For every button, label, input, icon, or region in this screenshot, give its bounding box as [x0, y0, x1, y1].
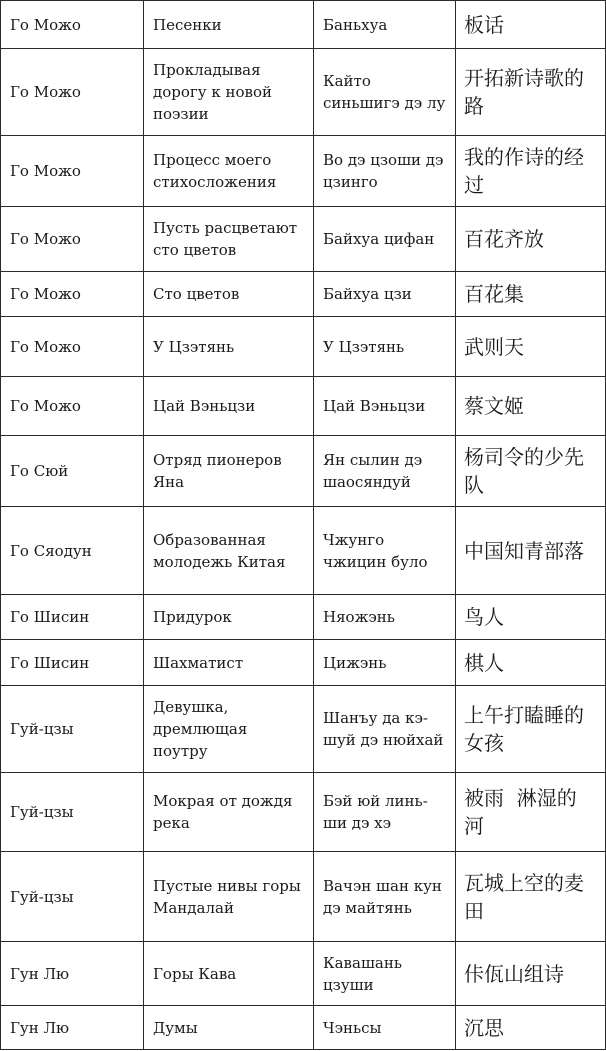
transliteration-cell: Байхуа цифан	[314, 207, 456, 272]
chinese-title-cell: 棋人	[456, 640, 606, 686]
chinese-title-cell: 板话	[456, 1, 606, 49]
table-row	[1, 377, 606, 436]
author-cell: Го Можо	[1, 1, 144, 49]
transliteration-cell: Ян сылин дэ шаосяндуй	[314, 436, 456, 507]
russian-title-cell: Песенки	[144, 1, 314, 49]
chinese-title-cell: 我的作诗的经过	[456, 136, 606, 207]
table-row	[1, 207, 606, 272]
russian-title-cell: Придурок	[144, 595, 314, 640]
transliteration-cell: Цижэнь	[314, 640, 456, 686]
table-row	[1, 942, 606, 1006]
table-row	[1, 686, 606, 773]
russian-title-cell: Отряд пионеров Яна	[144, 436, 314, 507]
chinese-title-cell: 蔡文姬	[456, 377, 606, 436]
author-cell: Гуй-цзы	[1, 852, 144, 942]
transliteration-cell: Байхуа цзи	[314, 272, 456, 317]
author-cell: Го Можо	[1, 272, 144, 317]
chinese-title-cell: 开拓新诗歌的路	[456, 49, 606, 136]
chinese-title-cell: 佧佤山组诗	[456, 942, 606, 1006]
author-cell: Гуй-цзы	[1, 773, 144, 852]
russian-title-cell: Горы Кава	[144, 942, 314, 1006]
chinese-title-cell: 瓦城上空的麦田	[456, 852, 606, 942]
russian-title-cell: Мокрая от дождя река	[144, 773, 314, 852]
russian-title-cell: Пусть расцветают сто цветов	[144, 207, 314, 272]
author-cell: Гун Лю	[1, 942, 144, 1006]
russian-title-cell: Шахматист	[144, 640, 314, 686]
table-row	[1, 640, 606, 686]
transliteration-cell: Шанъу да кэ-шуй дэ нюйхай	[314, 686, 456, 773]
author-cell: Го Можо	[1, 136, 144, 207]
transliteration-cell: Бэй юй линь-ши дэ хэ	[314, 773, 456, 852]
table-row	[1, 436, 606, 507]
chinese-title-cell: 沉思	[456, 1006, 606, 1050]
transliteration-cell: Кавашань цзуши	[314, 942, 456, 1006]
transliteration-cell: Чэньсы	[314, 1006, 456, 1050]
author-cell: Го Можо	[1, 207, 144, 272]
chinese-title-cell: 被雨 淋湿的河	[456, 773, 606, 852]
table-row	[1, 49, 606, 136]
table-row	[1, 507, 606, 595]
author-cell: Го Можо	[1, 377, 144, 436]
transliteration-cell: Баньхуа	[314, 1, 456, 49]
chinese-title-cell: 百花集	[456, 272, 606, 317]
russian-title-cell: Образованная молодежь Китая	[144, 507, 314, 595]
transliteration-cell: Няожэнь	[314, 595, 456, 640]
chinese-title-cell: 鸟人	[456, 595, 606, 640]
russian-title-cell: Девушка, дремлющая поутру	[144, 686, 314, 773]
chinese-title-cell: 武则天	[456, 317, 606, 377]
table-row	[1, 595, 606, 640]
russian-title-cell: Процесс моего стихосложения	[144, 136, 314, 207]
table-row	[1, 1, 606, 49]
chinese-title-cell: 百花齐放	[456, 207, 606, 272]
author-cell: Го Шисин	[1, 595, 144, 640]
transliteration-cell: Цай Вэньцзи	[314, 377, 456, 436]
transliteration-cell: Во дэ цзоши дэ цзинго	[314, 136, 456, 207]
author-cell: Го Сяодун	[1, 507, 144, 595]
table-row	[1, 317, 606, 377]
author-cell: Гуй-цзы	[1, 686, 144, 773]
table-row	[1, 136, 606, 207]
table-row	[1, 773, 606, 852]
table-row	[1, 852, 606, 942]
table-row	[1, 272, 606, 317]
author-cell: Го Можо	[1, 317, 144, 377]
russian-title-cell: Сто цветов	[144, 272, 314, 317]
russian-title-cell: У Цзэтянь	[144, 317, 314, 377]
chinese-title-cell: 杨司令的少先队	[456, 436, 606, 507]
table-row	[1, 1006, 606, 1050]
russian-title-cell: Цай Вэньцзи	[144, 377, 314, 436]
author-cell: Го Можо	[1, 49, 144, 136]
transliteration-cell: У Цзэтянь	[314, 317, 456, 377]
russian-title-cell: Прокладывая дорогу к новой поэзии	[144, 49, 314, 136]
transliteration-cell: Вачэн шан кун дэ майтянь	[314, 852, 456, 942]
transliteration-cell: Чжунго чжицин було	[314, 507, 456, 595]
chinese-title-cell: 中国知青部落	[456, 507, 606, 595]
chinese-title-cell: 上午打瞌睡的女孩	[456, 686, 606, 773]
author-cell: Го Шисин	[1, 640, 144, 686]
russian-title-cell: Пустые нивы горы Мандалай	[144, 852, 314, 942]
author-cell: Го Сюй	[1, 436, 144, 507]
author-cell: Гун Лю	[1, 1006, 144, 1050]
transliteration-cell: Кайто синьшигэ дэ лу	[314, 49, 456, 136]
russian-title-cell: Думы	[144, 1006, 314, 1050]
